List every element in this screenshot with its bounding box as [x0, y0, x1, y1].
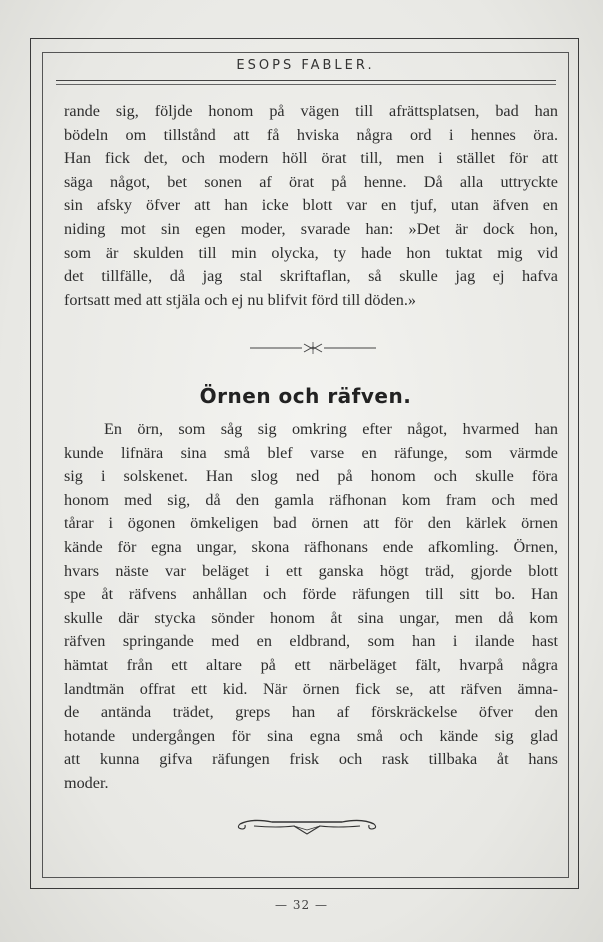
text-line: det tillfälle, då jag stal skriftaflan, så skulle jag ej hafva: [64, 267, 558, 286]
paragraph-fable-text: [64, 418, 558, 796]
text-line: fortsatt med att stjäla och ej nu blifvit förd till döden.»: [64, 290, 416, 309]
text-line: bödeln om tillstånd att få hviska några ord i hennes öra.: [64, 125, 558, 144]
paragraph-previous-fable: [64, 100, 558, 312]
text-line: hämtat från ett altare på ett närbeläget fält, hvarpå några: [64, 655, 558, 674]
text-line: som är skulden till min olycka, ty hade hon tuktat mig vid: [64, 243, 558, 262]
text-line: sig i solskenet. Han slog ned på honom och skulle föra: [64, 467, 558, 486]
text-line: moder.: [64, 773, 109, 792]
text-line: En örn, som såg sig omkring efter något, hvarmed han: [104, 420, 558, 438]
text-line: att kunna gifva räfungen frisk och rask tillbaka åt hans: [64, 750, 558, 769]
text-line: rande sig, följde honom på vägen till afrättsplatsen, bad han: [64, 102, 558, 120]
text-line: tårar i ögonen ömkeligen bad örnen att för den kärlek örnen: [64, 514, 558, 533]
text-line: Han fick det, och modern höll örat till, men i stället för att: [64, 149, 558, 168]
text-line: sin afsky öfver att han icke blott var en tjuf, utan äfven en: [64, 196, 558, 215]
text-line: räfven springande med en eldbrand, som han i ilande hast: [64, 632, 558, 651]
text-line: kände för egna ungar, skona räfhonans ende afkomling. Örnen,: [64, 537, 558, 556]
text-line: hvars näste var beläget i ett ganska högt träd, gjorde blott: [64, 561, 558, 580]
text-line: de antända trädet, greps han af förskräckelse öfver den: [64, 703, 558, 722]
text-line: hotande undergången för sina egna små och kände sig glad: [64, 726, 558, 745]
tailpiece-ornament: [232, 814, 382, 840]
text-line: landtmän offrat ett kid. När örnen fick se, att räfven ämna-: [64, 679, 558, 698]
running-head: ESOPS FABLER.: [236, 58, 375, 73]
text-line: niding mot sin egen moder, svarade han: »Det är dock hon,: [64, 219, 558, 238]
text-line: skulle där stycka sönder honom åt sina ungar, men då kom: [64, 608, 558, 627]
section-divider-ornament: [250, 338, 376, 358]
text-line: spe åt räfvens anhållan och förde räfungen till sitt bo. Han: [64, 585, 558, 604]
page-number: — 32 —: [275, 898, 328, 912]
text-line: kunde lifnära sina små blef varse en räfunge, som värmde: [64, 443, 558, 462]
text-line: säga något, bet sonen af örat på henne. Då alla uttryckte: [64, 172, 558, 191]
text-line: honom med sig, då den gamla räfhonan kom fram och med: [64, 490, 558, 509]
fable-title: Örnen och räfven.: [199, 384, 412, 408]
header-rule-thin: [56, 84, 556, 85]
header-rule: [56, 80, 556, 81]
